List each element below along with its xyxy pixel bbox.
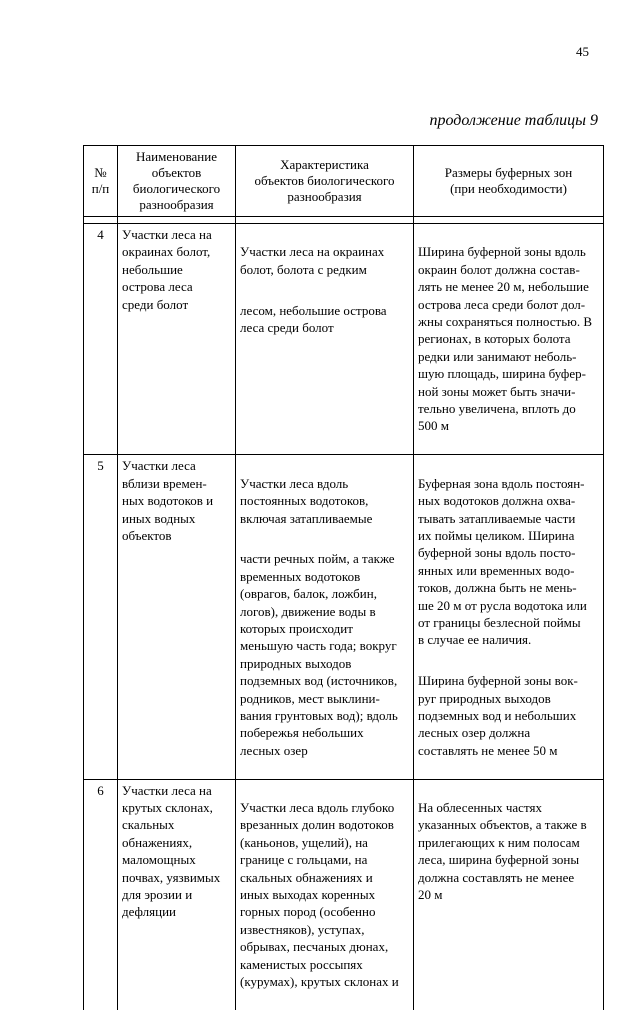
characteristic-cell (236, 779, 414, 1010)
spacer-cell (118, 217, 236, 224)
buffer-paragraph: На облесенных частях указанных объектов, а также в прилегающих к ним полосам леса, ширина буферной зоны должна составлять не менее 20 м (418, 800, 587, 903)
page-number: 45 (576, 44, 589, 59)
characteristic-cell (236, 224, 414, 455)
table-header-row (84, 146, 604, 217)
header-object-name: Наименование объектов биологического разнообразия (118, 146, 236, 217)
spacer-cell (84, 217, 118, 224)
buffer-paragraph: Ширина буферной зоны вок- руг природных выходов подземных вод и небольших лесных озер должна составлять не менее 50 м (418, 673, 578, 758)
row-number: 5 (84, 455, 118, 779)
spacer-cell (414, 217, 604, 224)
object-name-cell: Участки леса на окраинах болот, небольшие острова леса среди болот (118, 224, 236, 455)
characteristic-paragraph: Участки леса на окраинах болот, болота с редким (240, 244, 385, 277)
row-number: 6 (84, 779, 118, 1010)
characteristic-paragraph: Участки леса вдоль постоянных водотоков, включая затапливаемые (240, 475, 373, 526)
characteristic-paragraph: части речных пойм, а также временных водотоков (оврагов, балок, ложбин, логов), движение воды в которых происходит меньшую часть года; вокруг природных выходов подземных вод (источников, родников, мест выклини- вания грунтовых вод); вдоль побережья небольших лесных озер (240, 551, 398, 758)
table-row (84, 455, 604, 779)
object-name-cell: Участки леса вблизи времен- ных водотоков и иных водных объектов (118, 455, 236, 779)
buffer-paragraph: Ширина буферной зоны вдоль окраин болот должна состав- лять не менее 20 м, небольшие острова леса среди болот дол- жны сохраняться полностью. В регионах, в которых болота редки или занимают неболь- шую площадь, ширина буфер- ной зоны может быть значи- тельно увеличена, вплоть до 500 м (418, 244, 593, 434)
table-continuation-label: продолжение таблицы 9 (429, 112, 598, 129)
table-row (84, 779, 604, 1010)
table-row (84, 224, 604, 455)
buffer-paragraph: Буферная зона вдоль постоян- ных водотоков должна охва- тывать затапливаемые части их поймы целиком. Ширина буферной зоны вдоль посто- янных или временных водо- токов, должна быть не мень- ше 20 м от русла водотока или от границы безлесной поймы в случае ее наличия. (418, 475, 587, 648)
characteristic-paragraph: лесом, небольшие острова леса среди болот (240, 302, 387, 336)
biodiversity-table (83, 145, 604, 1010)
table-spacer-row (84, 217, 604, 224)
header-number: № п/п (84, 146, 118, 217)
characteristic-cell (236, 455, 414, 779)
row-number: 4 (84, 224, 118, 455)
buffer-size-cell (414, 224, 604, 455)
characteristic-paragraph: Участки леса вдоль глубоко врезанных долин водотоков (каньонов, ущелий), на границе с гольцами, на скальных обнажениях и иных выходах коренных горных пород (особенно известняков), уступах, обрывах, песчаных дюнах, каменистых россыпях (курумах), крутых склонах и (240, 800, 399, 990)
buffer-size-cell (414, 455, 604, 779)
header-characteristic: Характеристика объектов биологического разнообразия (236, 146, 414, 217)
spacer-cell (236, 217, 414, 224)
buffer-size-cell (414, 779, 604, 1010)
object-name-cell: Участки леса на крутых склонах, скальных обнажениях, маломощных почвах, уязвимых для эрозии и дефляции (118, 779, 236, 1010)
header-buffer-size: Размеры буферных зон (при необходимости) (414, 146, 604, 217)
